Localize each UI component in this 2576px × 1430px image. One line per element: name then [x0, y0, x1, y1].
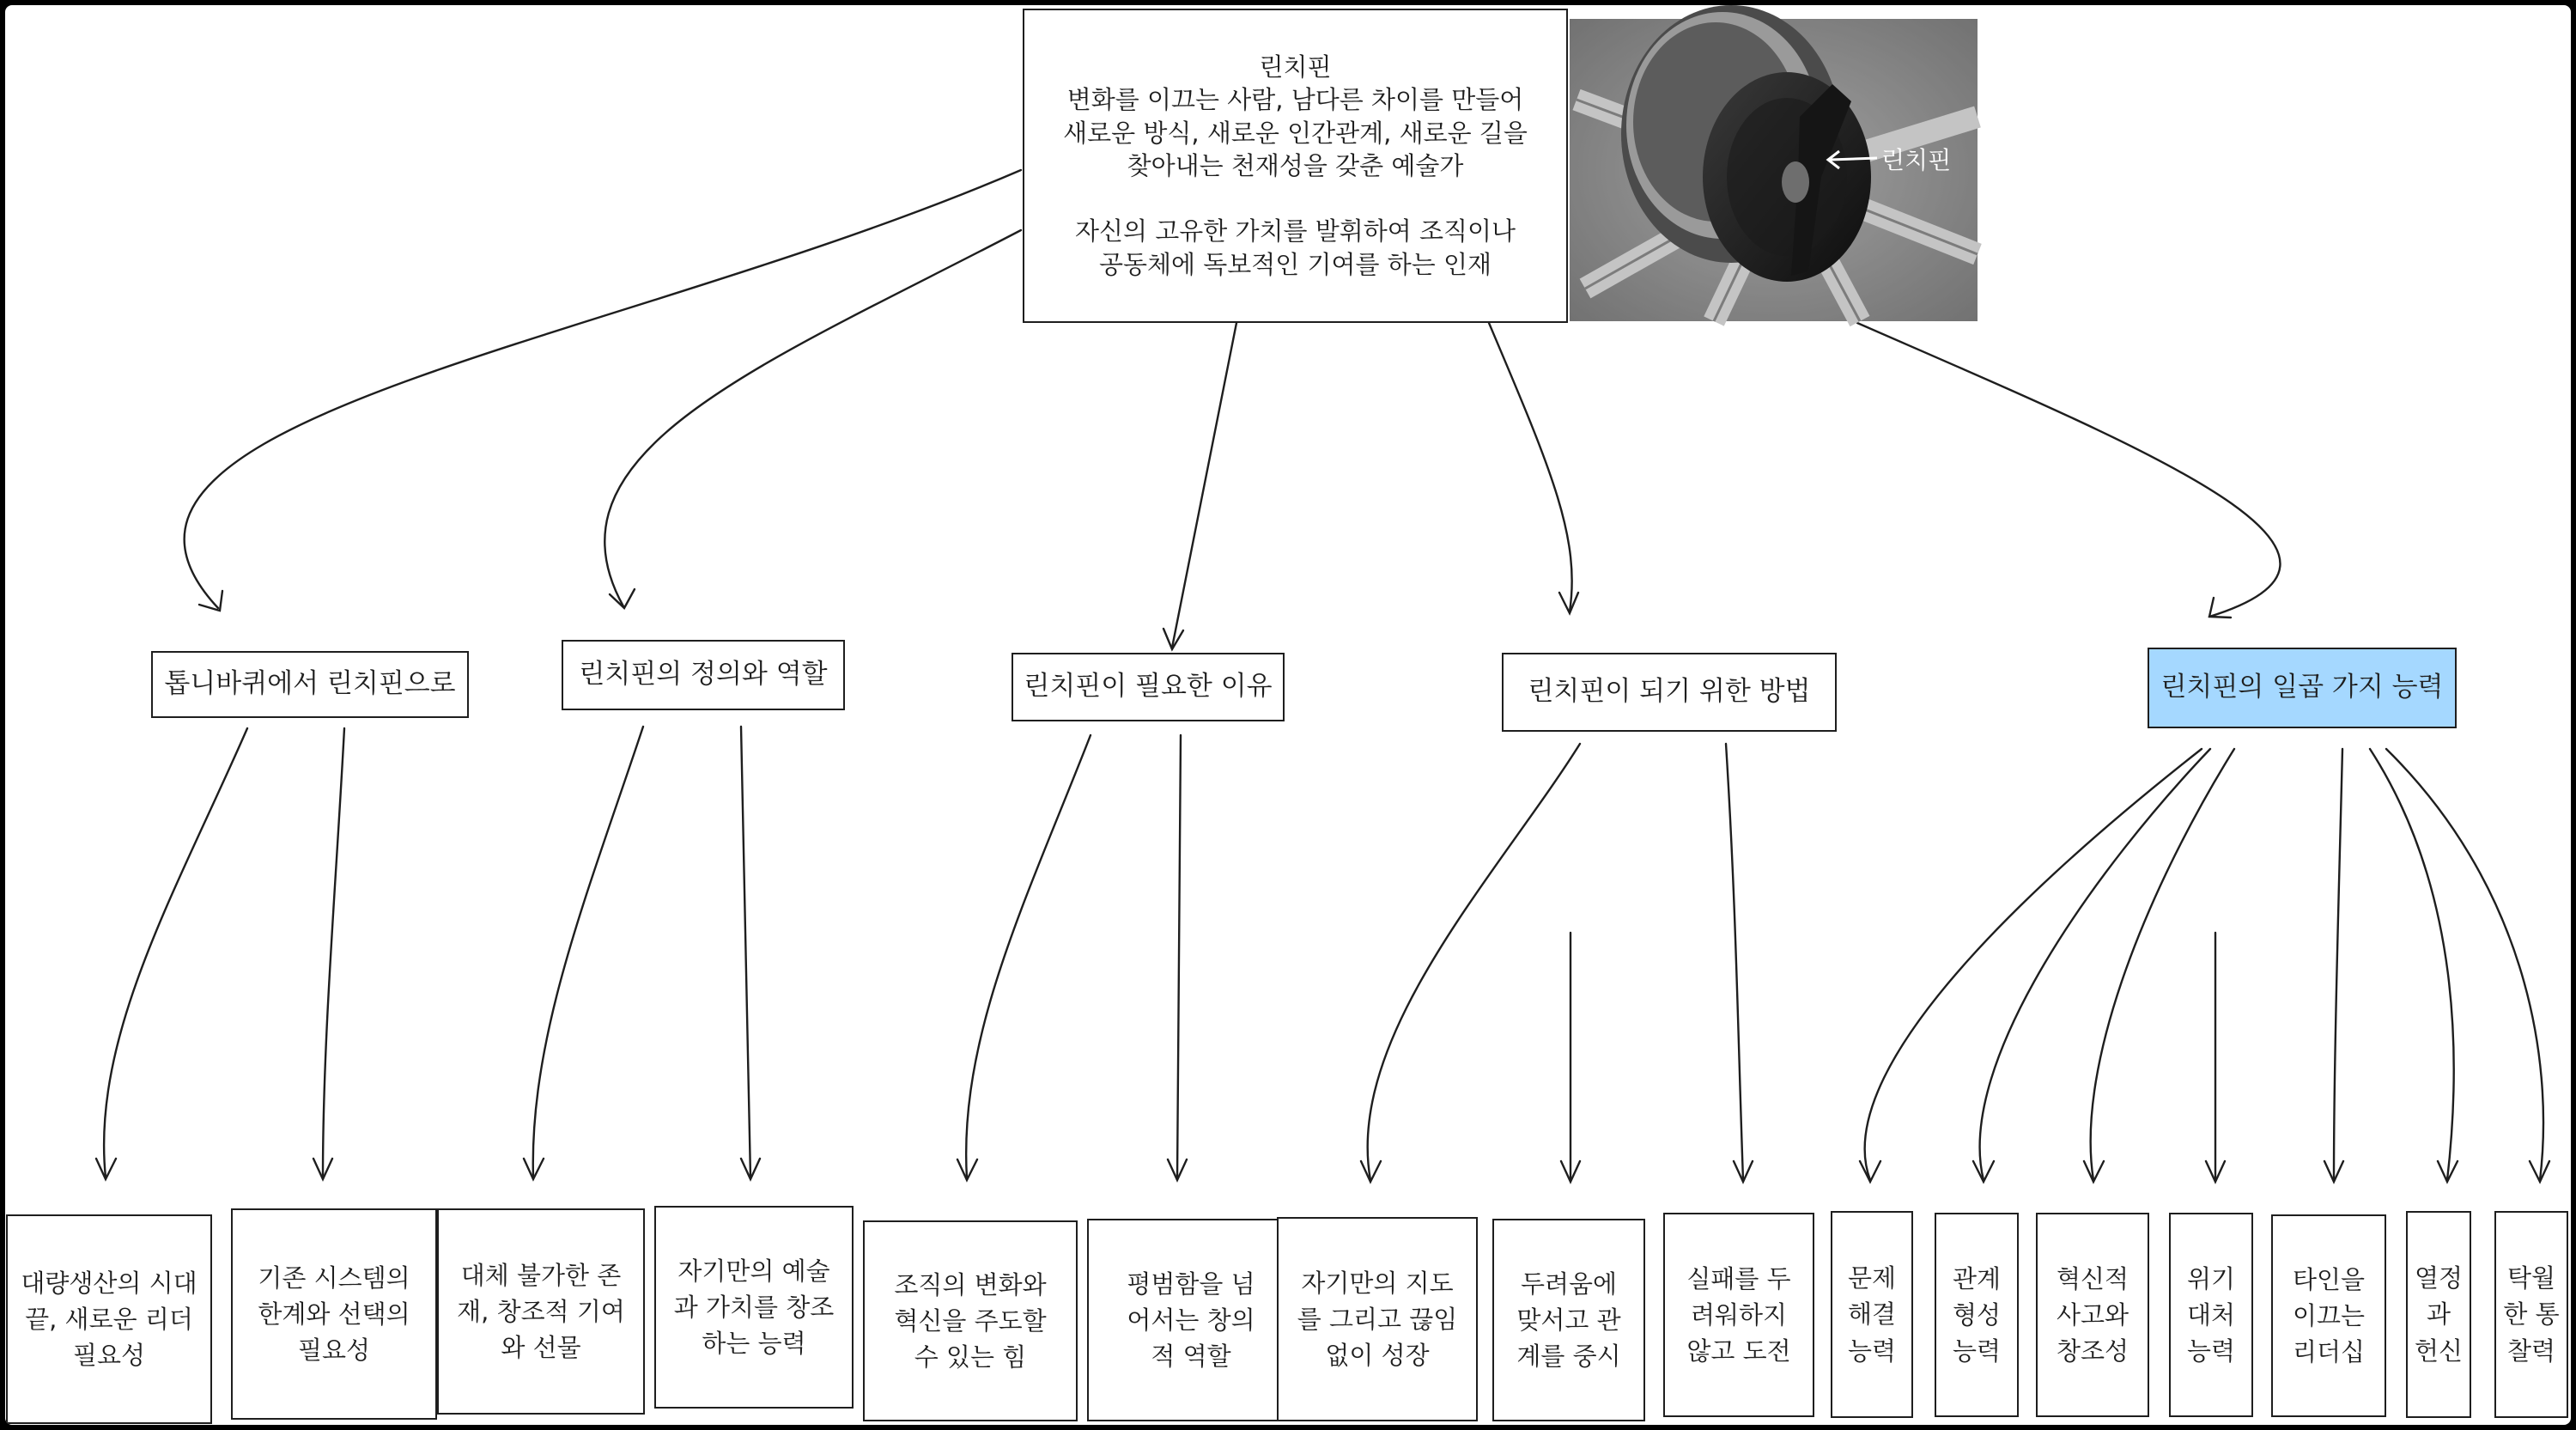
- connector-root-topic-2: [605, 230, 1021, 606]
- leaf-face-fear: 두려움에 맞서고 관 계를 중시: [1492, 1219, 1645, 1421]
- leaf-innovative-thinking: 혁신적 사고와 창조성: [2036, 1213, 2149, 1417]
- leaf-system-limits: 기존 시스템의 한계와 선택의 필요성: [231, 1208, 437, 1420]
- topic-gear-to-linchpin: 톱니바퀴에서 린치핀으로: [151, 651, 469, 718]
- mind-map-canvas: [5, 5, 2571, 1425]
- leaf-own-map: 자기만의 지도 를 그리고 끊임 없이 성장: [1277, 1217, 1478, 1421]
- root-node: 린치핀 변화를 이끄는 사람, 남다른 차이를 만들어 새로운 방식, 새로운 인간관계, 새로운 길을 찾아내는 천재성을 갖춘 예술가 자신의 고유한 가치를 발휘하여 조직이나 공동체에 독보적인 기여를 하는 인재: [1023, 9, 1568, 323]
- leaf-insight: 탁월 한 통 찰력: [2494, 1211, 2568, 1418]
- leaf-crisis-response: 위기 대처 능력: [2169, 1213, 2253, 1417]
- leaf-problem-solving: 문제 해결 능력: [1831, 1211, 1913, 1418]
- connector-root-topic-5-head: [2209, 598, 2231, 618]
- leaf-own-art: 자기만의 예술 과 가치를 창조 하는 능력: [654, 1206, 854, 1409]
- leaf-leadership: 타인을 이끄는 리더십: [2271, 1214, 2386, 1417]
- connector-root-topic-1: [185, 170, 1021, 608]
- topic-why-needed: 린치핀이 필요한 이유: [1012, 653, 1285, 721]
- leaf-passion: 열정 과 헌신: [2406, 1211, 2471, 1418]
- leaf-beyond-ordinary: 평범함을 넘 어서는 창의 적 역할: [1087, 1219, 1295, 1421]
- topic-seven-abilities: 린치핀의 일곱 가지 능력: [2148, 648, 2457, 728]
- leaf-mass-production-end: 대량생산의 시대 끝, 새로운 리더 필요성: [6, 1214, 212, 1424]
- connector-root-topic-3: [1172, 323, 1236, 648]
- leaf-drive-change: 조직의 변화와 혁신을 주도할 수 있는 힘: [863, 1220, 1078, 1421]
- topic-how-to-become: 린치핀이 되기 위한 방법: [1502, 653, 1837, 732]
- linchpin-wheel-photo: [1570, 5, 1978, 321]
- leaf-relationship: 관계 형성 능력: [1935, 1213, 2019, 1417]
- connector-root-topic-2-head: [610, 589, 635, 608]
- connector-root-topic-4-head: [1559, 593, 1578, 613]
- leaf-challenge: 실패를 두 려워하지 않고 도전: [1663, 1213, 1814, 1417]
- topic-definition-role: 린치핀의 정의와 역할: [562, 640, 845, 710]
- connector-root-topic-5: [1857, 323, 2280, 617]
- pin-label: 린치핀: [1881, 146, 1952, 174]
- leaf-irreplaceable: 대체 불가한 존 재, 창조적 기여 와 선물: [437, 1208, 645, 1415]
- connector-root-topic-4: [1489, 323, 1572, 612]
